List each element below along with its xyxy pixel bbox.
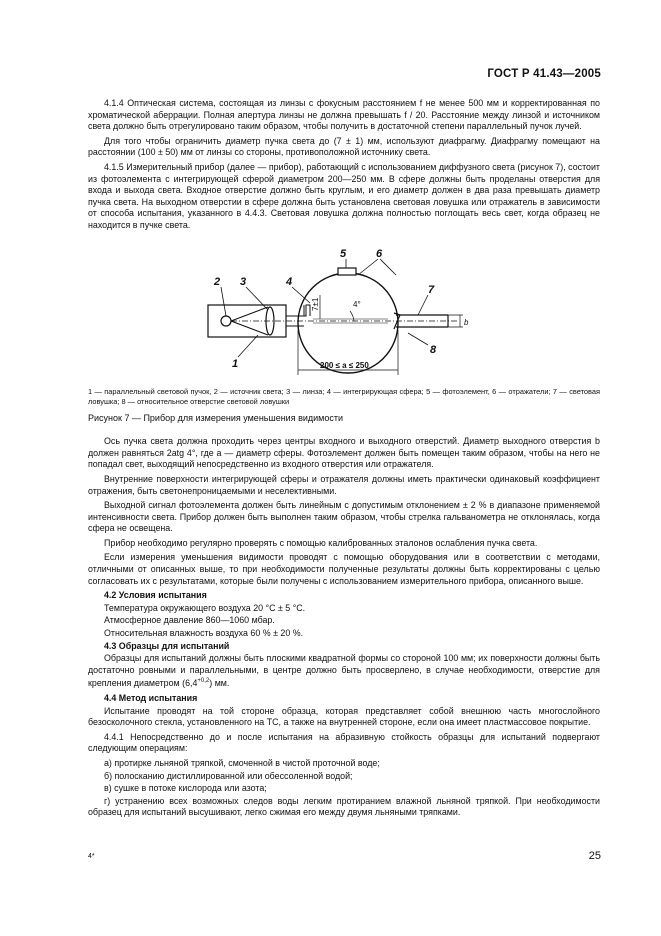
- paragraph-photocell-signal: Выходной сигнал фотоэлемента должен быть линейным с допустимым отклонением ± 2 % в диапазоне применяемой интенсивности света. Прибор должен быть выполнен таким образом, чтобы стрелка гальванометра не отклонялась, когда сфера не освещена.: [88, 500, 600, 534]
- paragraph-axis: Ось пучка света должна проходить через центры входного и выходного отверстий. Диаметр выходного отверстия b должен равняться 2atg 4°, где a — диаметр сферы. Фотоэлемент должен быть помещен таким образом, чтобы на него не попадал свет, выходящий непосредственно из входного отверстия или отражателя.: [88, 436, 600, 470]
- footer-mark: 4*: [88, 853, 95, 860]
- dim-angle-arc: [350, 311, 354, 321]
- paragraph-samples: [88, 653, 600, 690]
- paragraph-surfaces: Внутренние поверхности интегрирующей сферы и отражателя должны иметь практически одинаковый коэффициент отражения, быть светонепроницаемыми и неселективными.: [88, 473, 600, 496]
- leader-1: [238, 335, 258, 357]
- label-1: 1: [232, 357, 239, 370]
- paragraph-method-intro: Испытание проводят на той стороне образца, которая представляет собой внешнюю часть многослойного безосколочного стекла, установленного на ТС, а также на внутренней стороне, если она имеет пластмассовое покрытие.: [88, 705, 600, 728]
- samples-text-b: ) мм.: [209, 678, 230, 689]
- paragraph-4-1-5: 4.1.5 Измерительный прибор (далее — прибор), работающий с использованием диффузного света (рисунок 7), состоит из фотоэлемента с интегрирующей сферой диаметром 200—250 мм. В сфере должны быть проделаны отверстия для входа и выхода света. Входное отверстие должно быть круглым, и его диаметр должен в два раза превышать диаметр пучка света. На выходном отверстии в сфере должна быть установлена световая ловушка или отражатель в зависимости от способа испытания, указанного в 4.4.3. Световая ловушка должна полностью поглощать весь свет, когда образец не находится в пучке света.: [88, 161, 600, 230]
- paragraph-other-methods: Если измерения уменьшения видимости проводят с помощью оборудования или в соответствии с методами, отличными от описанных выше, то при необходимости полученные результаты должны быть корректированы с целью согласовать их с результатами, которые были получены с использованием измерительного прибора, описанного выше.: [88, 552, 600, 586]
- document-body: [88, 98, 600, 820]
- leader-6: [358, 259, 396, 275]
- leader-3: [246, 287, 268, 310]
- paragraph-diaphragm: Для того чтобы ограничить диаметр пучка света до (7 ± 1) мм, используют диафрагму. Диафрагму помещают на расстоянии (100 ± 50) мм от линзы со стороны, противоположной источнику света.: [88, 135, 600, 158]
- leader-8: [408, 333, 428, 345]
- standard-header: ГОСТ Р 41.43—2005: [487, 68, 601, 80]
- list-item-d: г) устранению всех возможных следов воды легким протиранием влажной льняной тряпкой. При необходимости образец для испытаний высушивают, легко сжимая его между двумя льняными тряпками.: [88, 795, 600, 818]
- leader-7: [418, 295, 428, 315]
- label-2: 2: [214, 275, 221, 288]
- list-item-a: а) протирке льняной тряпкой, смоченной в чистой проточной воде;: [104, 757, 380, 768]
- section-4-4-title: 4.4 Метод испытания: [104, 692, 198, 703]
- label-4: 4: [286, 275, 293, 288]
- dim-angle-text: 4°: [353, 299, 361, 309]
- figure-caption: Рисунок 7 — Прибор для измерения уменьшения видимости: [88, 412, 344, 423]
- light-source-circle: [221, 316, 231, 326]
- dim-b-text: b: [464, 317, 469, 327]
- samples-text-a: Образцы для испытаний должны быть плоскими квадратной формы со стороной 100 мм; их поверхности должны быть достаточно ровными и параллельными, в центре должно быть просверлено, в случае необходимости, отверстие для крепления диаметром (6,4: [88, 653, 600, 689]
- condition-humidity: Относительная влажность воздуха 60 % ± 20 %.: [104, 628, 304, 639]
- paragraph-4-1-4: 4.1.4 Оптическая система, состоящая из линзы с фокусным расстоянием f не менее 500 мм и корректированная по хроматической аберрации. Полная апертура линзы не должна превышать f / 20. Расстояние между линзой и источником света должно быть отрегулировано таким образом, чтобы получить в достаточной степени параллельный пучок лучей.: [88, 98, 600, 132]
- dim-7-text: 7±1: [311, 297, 320, 311]
- leader-2: [221, 287, 226, 316]
- section-4-3-title: 4.3 Образцы для испытаний: [104, 640, 230, 651]
- paragraph-4-4-1: 4.4.1 Непосредственно до и после испытания на абразивную стойкость образцы для испытаний подвергают следующим операциям:: [88, 731, 600, 754]
- page-number: 25: [588, 850, 601, 862]
- condition-temperature: Температура окружающего воздуха 20 °С ± 5 °С.: [104, 602, 306, 613]
- list-item-b: б) полосканию дистиллированной или обессоленной водой;: [104, 770, 353, 781]
- instrument-diagram: [88, 235, 600, 385]
- dim-sphere-text: 200 ≤ a ≤ 250: [320, 360, 369, 370]
- tolerance-superscript: +0,2: [197, 678, 210, 685]
- label-7: 7: [428, 283, 435, 296]
- list-item-c: в) сушке в потоке кислорода или азота;: [104, 783, 267, 794]
- paragraph-calibration: Прибор необходимо регулярно проверять с помощью калиброванных эталонов ослабления пучка света.: [104, 537, 538, 548]
- label-3: 3: [240, 275, 247, 288]
- section-4-2-title: 4.2 Условия испытания: [104, 590, 207, 601]
- condition-pressure: Атмосферное давление 860—1060 мбар.: [104, 615, 275, 626]
- figure-legend: 1 — параллельный световой пучок, 2 — источник света; 3 — линза; 4 — интегрирующая сфера; 5 — фотоэлемент, 6 — отражатели; 7 — световая ловушка; 8 — относительное отверстие световой ловушки: [88, 386, 600, 406]
- label-5: 5: [340, 247, 347, 260]
- label-8: 8: [430, 343, 437, 356]
- label-6: 6: [376, 247, 383, 260]
- photocell: [338, 268, 356, 275]
- figure-7-diagram: [88, 235, 600, 385]
